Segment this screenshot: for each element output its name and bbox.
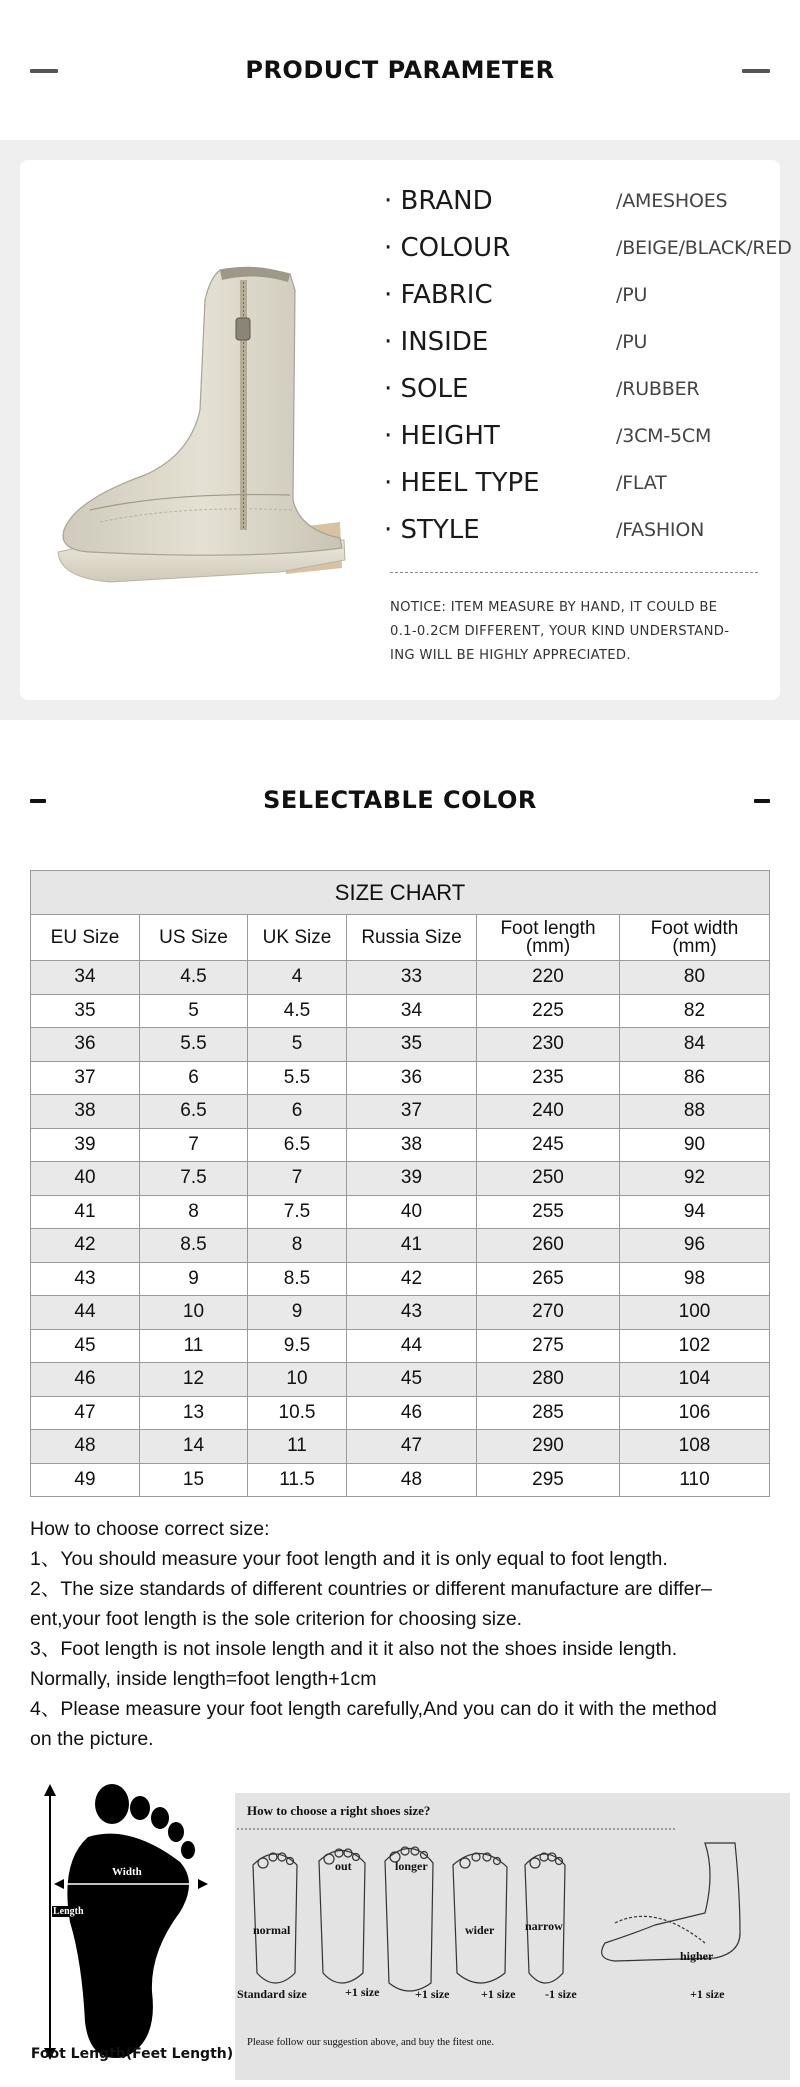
param-row-colour (384, 229, 792, 276)
size-cell: 235 (477, 1061, 620, 1095)
size-row (31, 1162, 770, 1196)
param-row-brand (384, 182, 774, 229)
size-cell: 42 (31, 1229, 140, 1263)
instruction-line: ent,your foot length is the sole criterion for choosing size. (30, 1608, 523, 1630)
size-row (31, 1430, 770, 1464)
product-parameter-header (0, 0, 800, 140)
param-row-heel-type (384, 464, 774, 511)
size-cell: 43 (347, 1296, 477, 1330)
size-chart-caption: SIZE CHART (31, 871, 770, 915)
guide-label-normal: normal (253, 1923, 291, 1937)
size-row (31, 994, 770, 1028)
size-cell: 37 (31, 1061, 140, 1095)
size-cell: 290 (477, 1430, 620, 1464)
size-cell: 38 (31, 1095, 140, 1129)
param-row-style (384, 511, 774, 558)
header-label: UK Size (262, 926, 332, 948)
size-cell: 8 (248, 1229, 347, 1263)
guide-label-narrow: narrow (525, 1919, 563, 1933)
size-cell: 7 (248, 1162, 347, 1196)
instruction-line: Normally, inside length=foot length+1cm (30, 1668, 377, 1690)
size-chart-table (30, 870, 770, 1497)
size-row (31, 1363, 770, 1397)
right-dash (742, 69, 770, 73)
right-dash (754, 799, 770, 803)
size-cell: 4.5 (248, 994, 347, 1028)
size-cell: 5 (140, 994, 248, 1028)
param-value: /BEIGE/BLACK/RED (616, 237, 792, 259)
size-cell: 7.5 (248, 1195, 347, 1229)
size-row (31, 1396, 770, 1430)
guide-size-standard: Standard size (237, 1987, 307, 2001)
size-cell: 88 (620, 1095, 770, 1129)
size-cell: 84 (620, 1028, 770, 1062)
size-cell: 250 (477, 1162, 620, 1196)
size-cell: 40 (31, 1162, 140, 1196)
size-cell: 11 (248, 1430, 347, 1464)
guide-size-narrow: -1 size (545, 1987, 577, 2001)
size-cell: 7 (140, 1128, 248, 1162)
size-cell: 220 (477, 961, 620, 995)
param-value: /3CM-5CM (616, 425, 712, 447)
size-row (31, 1229, 770, 1263)
notice-line: ING WILL BE HIGHLY APPRECIATED. (390, 648, 631, 663)
param-row-inside (384, 323, 774, 370)
column-header (620, 915, 770, 961)
instruction-line: 3、Foot length is not insole length and it it also not the shoes inside length. (30, 1638, 678, 1660)
size-cell: 92 (620, 1162, 770, 1196)
size-cell: 10 (140, 1296, 248, 1330)
instruction-line: on the picture. (30, 1728, 154, 1750)
size-cell: 34 (347, 994, 477, 1028)
size-chart-header-row (31, 915, 770, 961)
size-cell: 12 (140, 1363, 248, 1397)
parameter-list (384, 182, 792, 558)
size-cell: 34 (31, 961, 140, 995)
size-cell: 225 (477, 994, 620, 1028)
size-cell: 82 (620, 994, 770, 1028)
size-cell: 100 (620, 1296, 770, 1330)
size-cell: 37 (347, 1095, 477, 1129)
size-cell: 5.5 (248, 1061, 347, 1095)
size-cell: 40 (347, 1195, 477, 1229)
instructions-title: How to choose correct size: (30, 1518, 270, 1540)
size-cell: 280 (477, 1363, 620, 1397)
guide-title: How to choose a right shoes size? (247, 1803, 431, 1818)
size-cell: 45 (31, 1329, 140, 1363)
param-value: /FASHION (616, 519, 705, 541)
column-header (347, 915, 477, 961)
param-key: · FABRIC (384, 280, 493, 310)
size-row (31, 1262, 770, 1296)
guide-label-higher: higher (680, 1949, 714, 1963)
selectable-color-header (0, 720, 800, 860)
size-cell: 48 (347, 1463, 477, 1497)
column-header (140, 915, 248, 961)
size-cell: 11 (140, 1329, 248, 1363)
size-row (31, 1028, 770, 1062)
size-cell: 43 (31, 1262, 140, 1296)
param-key: · HEEL TYPE (384, 468, 540, 498)
size-row (31, 961, 770, 995)
size-cell: 36 (31, 1028, 140, 1062)
size-cell: 4.5 (140, 961, 248, 995)
size-row (31, 1329, 770, 1363)
size-row (31, 1195, 770, 1229)
size-cell: 295 (477, 1463, 620, 1497)
header-label: Foot width (650, 917, 739, 939)
param-value: /RUBBER (616, 378, 700, 400)
size-cell: 4 (248, 961, 347, 995)
section-title-product-parameter: PRODUCT PARAMETER (245, 56, 555, 84)
size-cell: 96 (620, 1229, 770, 1263)
size-cell: 6.5 (140, 1095, 248, 1129)
size-cell: 260 (477, 1229, 620, 1263)
size-cell: 14 (140, 1430, 248, 1464)
size-cell: 80 (620, 961, 770, 995)
size-cell: 98 (620, 1262, 770, 1296)
instruction-line: 2、The size standards of different countries or different manufacture are differ– (30, 1578, 712, 1600)
param-key: · HEIGHT (384, 421, 500, 451)
size-cell: 245 (477, 1128, 620, 1162)
param-key: · COLOUR (384, 233, 511, 263)
column-header (477, 915, 620, 961)
size-cell: 33 (347, 961, 477, 995)
size-cell: 10.5 (248, 1396, 347, 1430)
guide-size-longer: +1 size (415, 1987, 450, 2001)
size-cell: 45 (347, 1363, 477, 1397)
guide-size-out: +1 size (345, 1985, 380, 1999)
guide-label-wider: wider (465, 1923, 495, 1937)
size-cell: 6 (248, 1095, 347, 1129)
size-cell: 86 (620, 1061, 770, 1095)
length-label: Length (53, 1906, 84, 1917)
size-chart-body (31, 961, 770, 1497)
size-cell: 285 (477, 1396, 620, 1430)
param-row-fabric (384, 276, 774, 323)
size-cell: 8.5 (140, 1229, 248, 1263)
header-label: EU Size (50, 926, 120, 948)
param-value: /PU (616, 331, 648, 353)
width-label: Width (112, 1866, 142, 1878)
guide-size-higher: +1 size (690, 1987, 725, 2001)
measurement-notice (390, 596, 770, 668)
foot-silhouette-icon (30, 1782, 230, 2082)
size-cell: 38 (347, 1128, 477, 1162)
guide-label-out: out (335, 1859, 352, 1873)
size-row (31, 1095, 770, 1129)
size-cell: 106 (620, 1396, 770, 1430)
param-key: · BRAND (384, 186, 493, 216)
size-cell: 10 (248, 1363, 347, 1397)
header-unit: (mm) (672, 935, 717, 957)
size-guide-instructions (30, 1514, 780, 1754)
header-unit: (mm) (525, 935, 571, 957)
size-cell: 230 (477, 1028, 620, 1062)
size-cell: 5 (248, 1028, 347, 1062)
shoe-fit-guide (235, 1793, 790, 2080)
size-cell: 46 (31, 1363, 140, 1397)
size-cell: 47 (347, 1430, 477, 1464)
size-cell: 11.5 (248, 1463, 347, 1497)
param-value: /PU (616, 284, 648, 306)
param-key: · INSIDE (384, 327, 489, 357)
param-value: /AMESHOES (616, 190, 728, 212)
size-cell: 8 (140, 1195, 248, 1229)
param-row-sole (384, 370, 774, 417)
size-cell: 110 (620, 1463, 770, 1497)
column-header (31, 915, 140, 961)
instruction-line: 1、You should measure your foot length and it is only equal to foot length. (30, 1548, 668, 1570)
size-cell: 35 (347, 1028, 477, 1062)
size-row (31, 1296, 770, 1330)
size-cell: 41 (31, 1195, 140, 1229)
size-cell: 42 (347, 1262, 477, 1296)
size-cell: 15 (140, 1463, 248, 1497)
size-cell: 104 (620, 1363, 770, 1397)
size-cell: 48 (31, 1430, 140, 1464)
size-cell: 36 (347, 1061, 477, 1095)
param-value: /FLAT (616, 472, 667, 494)
size-cell: 6 (140, 1061, 248, 1095)
param-key: · SOLE (384, 374, 469, 404)
size-cell: 275 (477, 1329, 620, 1363)
header-label: Russia Size (361, 926, 462, 948)
size-row (31, 1128, 770, 1162)
size-cell: 265 (477, 1262, 620, 1296)
size-cell: 5.5 (140, 1028, 248, 1062)
size-cell: 7.5 (140, 1162, 248, 1196)
size-cell: 102 (620, 1329, 770, 1363)
size-cell: 35 (31, 994, 140, 1028)
size-cell: 94 (620, 1195, 770, 1229)
foot-length-caption: Foot Length(Feet Length) (30, 2046, 234, 2062)
size-cell: 270 (477, 1296, 620, 1330)
size-cell: 49 (31, 1463, 140, 1497)
param-key: · STYLE (384, 515, 480, 545)
guide-footer: Please follow our suggestion above, and buy the fitest one. (247, 2037, 494, 2048)
header-label: Foot length (500, 917, 596, 939)
notice-line: NOTICE: ITEM MEASURE BY HAND, IT COULD BE (390, 600, 718, 615)
guide-label-longer: longer (395, 1859, 428, 1873)
notice-divider (390, 572, 758, 573)
size-cell: 39 (31, 1128, 140, 1162)
header-label: US Size (159, 926, 228, 948)
size-cell: 47 (31, 1396, 140, 1430)
size-cell: 240 (477, 1095, 620, 1129)
size-cell: 90 (620, 1128, 770, 1162)
size-cell: 9 (140, 1262, 248, 1296)
param-row-height (384, 417, 774, 464)
guide-size-wider: +1 size (481, 1987, 516, 2001)
size-cell: 44 (31, 1296, 140, 1330)
column-header (248, 915, 347, 961)
size-cell: 44 (347, 1329, 477, 1363)
size-cell: 13 (140, 1396, 248, 1430)
size-cell: 6.5 (248, 1128, 347, 1162)
size-cell: 108 (620, 1430, 770, 1464)
size-row (31, 1061, 770, 1095)
parameter-panel (20, 160, 792, 700)
size-cell: 39 (347, 1162, 477, 1196)
size-row (31, 1463, 770, 1497)
size-cell: 9 (248, 1296, 347, 1330)
foot-measurement-figure (30, 1782, 234, 2082)
size-cell: 8.5 (248, 1262, 347, 1296)
instruction-line: 4、Please measure your foot length carefully,And you can do it with the method (30, 1698, 717, 1720)
size-cell: 9.5 (248, 1329, 347, 1363)
notice-line: 0.1-0.2CM DIFFERENT, YOUR KIND UNDERSTAND- (390, 624, 730, 639)
boot-product-image (50, 260, 400, 610)
section-title-selectable-color: SELECTABLE COLOR (263, 786, 537, 814)
size-cell: 46 (347, 1396, 477, 1430)
size-cell: 255 (477, 1195, 620, 1229)
size-cell: 41 (347, 1229, 477, 1263)
